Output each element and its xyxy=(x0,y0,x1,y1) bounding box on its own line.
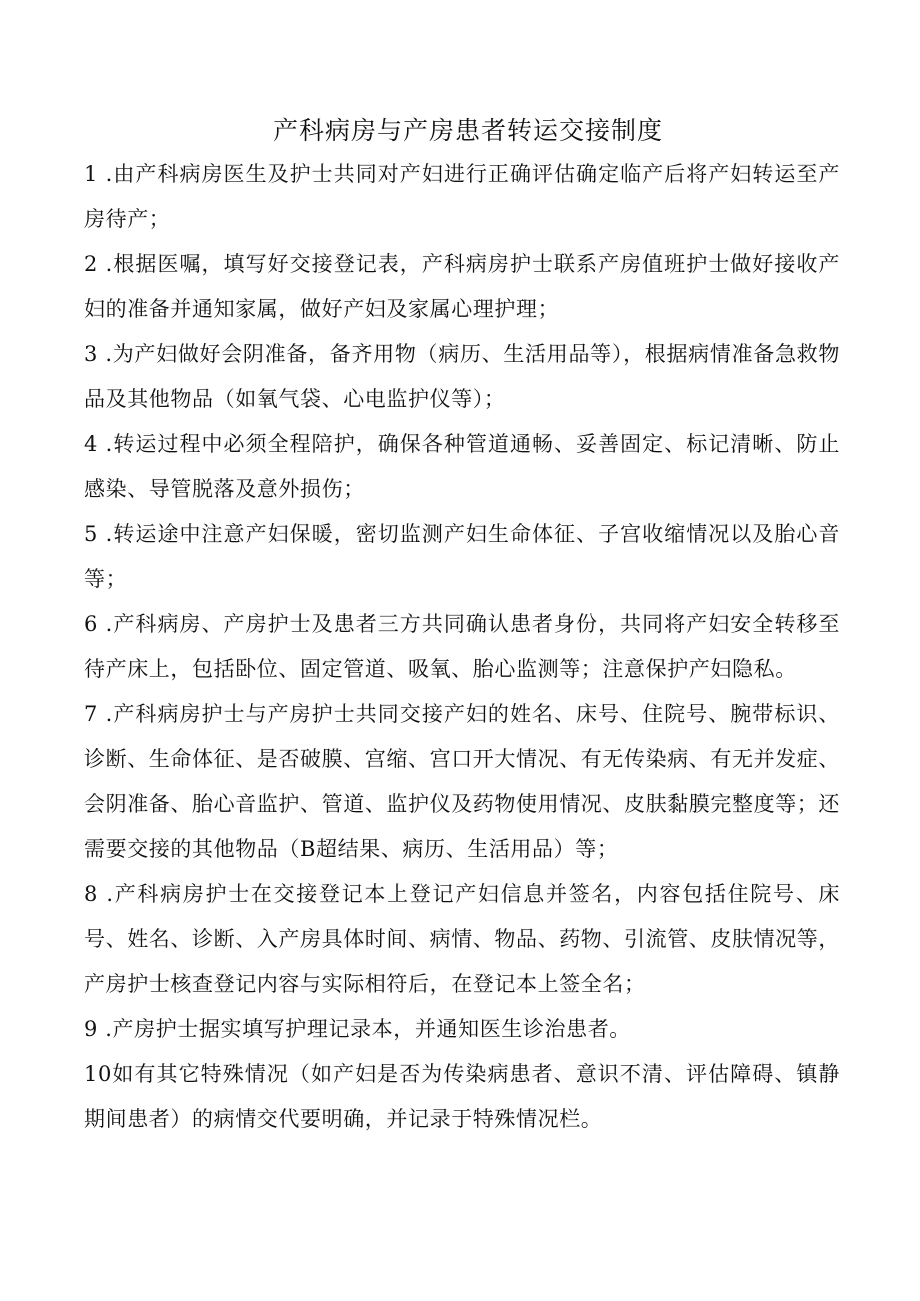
regulation-item-8: 8 .产科病房护士在交接登记本上登记产妇信息并签名，内容包括住院号、床号、姓名、诊断、入产房具体时间、病情、物品、药物、引流管、皮肤情况等，产房护士核查登记内容与实际相符后，在登记本上签全名； xyxy=(84,882,840,996)
regulation-item-6: 6 .产科病房、产房护士及患者三方共同确认患者身份，共同将产妇安全转移至待产床上，包括卧位、固定管道、吸氧、胎心监测等；注意保护产妇隐私。 xyxy=(84,612,840,681)
regulation-item-3: 3 .为产妇做好会阴准备，备齐用物（病历、生活用品等），根据病情准备急救物品及其他物品（如氧气袋、心电监护仪等）； xyxy=(84,342,840,411)
regulation-item-10: 10如有其它特殊情况（如产妇是否为传染病患者、意识不清、评估障碍、镇静期间患者）的病情交代要明确，并记录于特殊情况栏。 xyxy=(84,1062,840,1131)
regulation-item-1: 1 .由产科病房医生及护士共同对产妇进行正确评估确定临产后将产妇转运至产房待产； xyxy=(84,162,840,231)
regulation-item-2: 2 .根据医嘱，填写好交接登记表，产科病房护士联系产房值班护士做好接收产妇的准备并通知家属，做好产妇及家属心理护理； xyxy=(84,252,840,321)
regulation-item-5: 5 .转运途中注意产妇保暖，密切监测产妇生命体征、子宫收缩情况以及胎心音等； xyxy=(84,522,840,591)
regulation-item-9: 9 .产房护士据实填写护理记录本，并通知医生诊治患者。 xyxy=(84,1017,631,1041)
regulation-item-4: 4 .转运过程中必须全程陪护，确保各种管道通畅、妥善固定、标记清晰、防止感染、导管脱落及意外损伤； xyxy=(84,432,840,501)
document-title: 产科病房与产房患者转运交接制度 xyxy=(272,116,663,145)
regulation-list xyxy=(84,152,840,1142)
regulation-item-7: 7 .产科病房护士与产房护士共同交接产妇的姓名、床号、住院号、腕带标识、诊断、生命体征、是否破膜、宫缩、宫口开大情况、有无传染病、有无并发症、会阴准备、胎心音监护、管道、监护仪及药物使用情况、皮肤黏膜完整度等；还需要交接的其他物品（B超结果、病历、生活用品）等； xyxy=(84,702,840,861)
